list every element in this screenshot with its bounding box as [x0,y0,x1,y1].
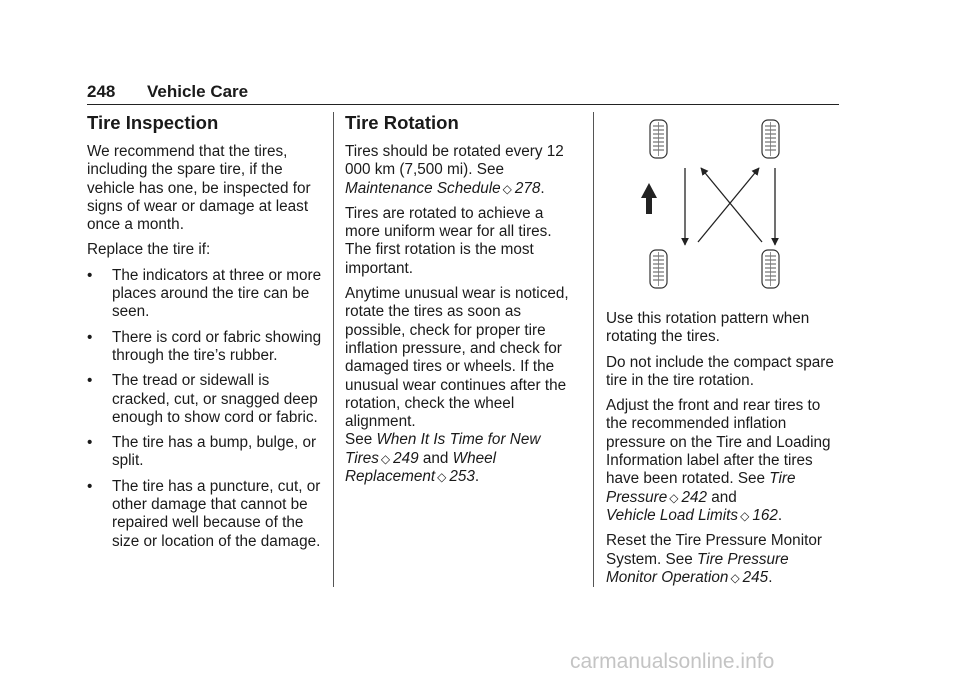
forward-arrow-icon [641,183,657,214]
rotation-notes-column [606,310,842,594]
rotation-purpose-paragraph: Tires are rotated to achieve a more uniform wear for all tires. The first rotation is the most important. [345,204,552,277]
page-header [87,82,839,105]
tire-icon [762,250,779,288]
page-number: 248 [87,82,116,101]
tire-icon [650,120,667,158]
tire-rotation-heading: Tire Rotation [345,112,459,133]
compact-spare-note: Do not include the compact spare tire in the tire rotation. [606,353,834,389]
rotation-pattern-note: Use this rotation pattern when rotating the tires. [606,310,810,346]
section-title: Vehicle Care [147,82,249,101]
watermark: carmanualsonline.info [570,650,775,673]
bullet-icon: • [87,328,93,346]
page-ref-arrow-icon: ◇ [669,490,679,505]
list-item: • The tire has a bump, bulge, or split. [87,434,317,470]
list-item: • The tread or sidewall is cracked, cut, or snagged deep enough to show cord or fabric. [87,372,318,426]
tpms-reset-paragraph: Reset the Tire Pressure Monitor System. See Tire Pressure Monitor Operation ◇ 245. [606,532,822,586]
page-ref-arrow-icon: ◇ [730,570,740,585]
rotation-arrow [701,168,762,242]
list-item: • The indicators at three or more places around the tire can be seen. [87,266,322,321]
unusual-wear-paragraph: Anytime unusual wear is noticed, rotate the tires as soon as possible, check for proper tire inflation pressure, and check for damaged tires or wheels. If the unusual wear continues after the rotation, check the wheel alignment. See When It Is Time for New Tires ◇ 249 and Wheel Replacement ◇ 253. [345,285,569,486]
tpms-operation-link[interactable]: Tire Pressure Monitor Operation [606,550,789,586]
page-ref[interactable]: 278 [514,179,541,197]
replace-conditions-list [87,267,323,551]
vehicle-load-limits-link[interactable]: Vehicle Load Limits [606,506,739,524]
tire-icon [762,120,779,158]
page-ref-arrow-icon: ◇ [380,451,391,466]
page-ref[interactable]: 249 [393,449,419,467]
column-divider [333,112,334,587]
bullet-icon: • [87,372,93,390]
bullet-icon: • [87,266,93,284]
maintenance-schedule-link[interactable]: Maintenance Schedule [345,179,501,197]
tire-rotation-column [345,108,581,493]
tire-icon [650,250,667,288]
bullet-icon: • [87,477,93,495]
replace-lead: Replace the tire if: [87,241,211,259]
page-ref[interactable]: 242 [681,488,707,506]
list-item: • The tire has a puncture, cut, or other damage that cannot be repaired well because of the size or location of the damage. [87,477,321,550]
page-ref-arrow-icon: ◇ [740,508,750,523]
list-item: • There is cord or fabric showing through the tire’s rubber. [87,328,322,364]
page-ref-arrow-icon: ◇ [502,181,512,196]
inspection-intro: We recommend that the tires, including the spare tire, if the vehicle has one, be inspected for signs of wear or damage at least once a month. [87,143,311,234]
column-divider [593,112,594,587]
tire-inspection-heading: Tire Inspection [87,112,219,133]
inflation-paragraph: Adjust the front and rear tires to the recommended inflation pressure on the Tire and Loading Information label after the tires have been rotated. See Tire Pressure ◇ 242 and Vehicle Load Limits ◇ 162. [606,397,831,524]
rotation-interval-paragraph: Tires should be rotated every 12 000 km (7,500 mi). See Maintenance Schedule ◇ 278. [345,143,564,197]
tire-rotation-diagram [640,112,810,312]
tire-inspection-column [87,108,323,558]
rotation-arrow [698,168,759,242]
page-ref[interactable]: 162 [752,506,778,524]
tire-pressure-link[interactable]: Tire Pressure [606,470,796,506]
new-tires-link[interactable]: When It Is Time for New Tires [345,431,541,467]
page-ref[interactable]: 253 [449,468,475,486]
bullet-icon: • [87,434,93,452]
wheel-replacement-link[interactable]: Wheel Replacement [345,449,497,486]
page-ref[interactable]: 245 [742,568,769,586]
page-ref-arrow-icon: ◇ [437,470,447,485]
